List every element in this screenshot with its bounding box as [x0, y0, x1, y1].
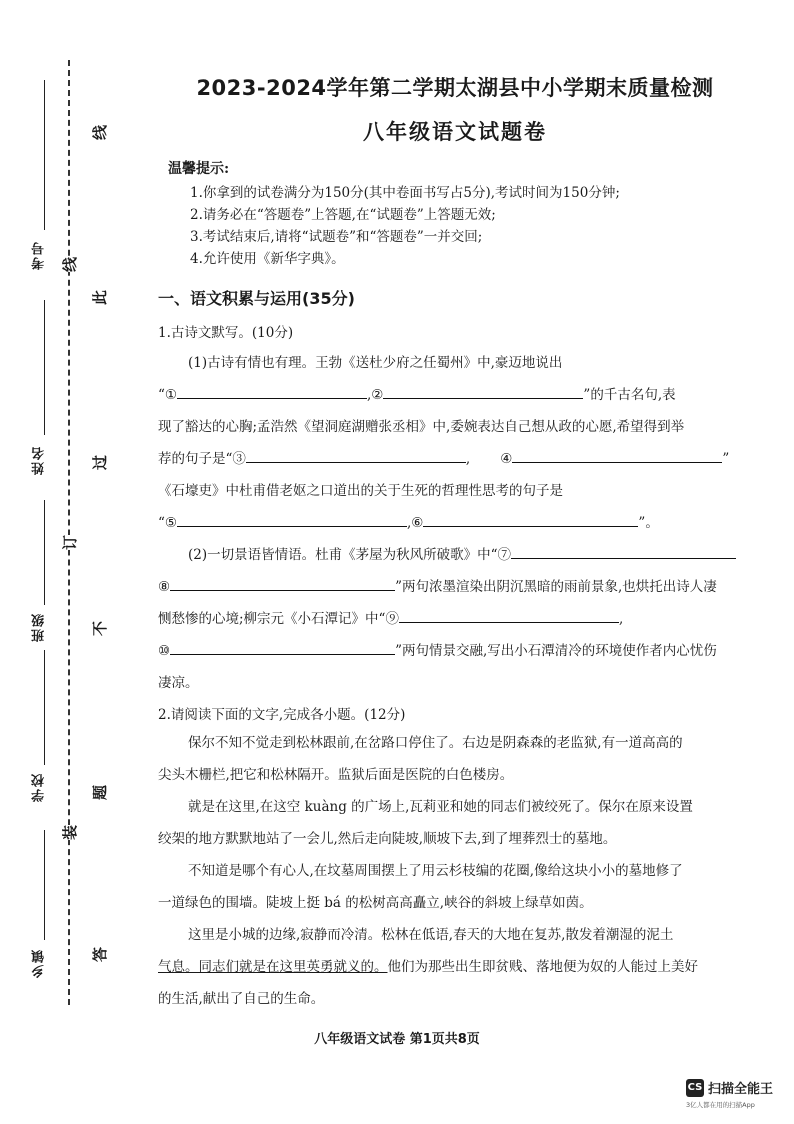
q1-line — [158, 539, 772, 571]
guide-char: 不 — [91, 620, 110, 637]
q1-line — [158, 603, 772, 635]
question-1-body — [158, 347, 772, 699]
q1-text: , — [465, 451, 471, 467]
passage-line: 保尔不知不觉走到松林跟前,在岔路口停住了。右边是阴森森的老监狱,有一道高高的 — [188, 735, 683, 751]
field-township-rule — [44, 830, 45, 940]
answer-blank-3[interactable] — [246, 446, 466, 463]
q1-text: “① — [158, 387, 178, 403]
brand-tagline: 3亿人都在用的扫描App — [686, 1101, 755, 1109]
field-class-rule — [44, 500, 45, 605]
q1-line — [158, 507, 772, 539]
section-heading: 一、语文积累与运用(35分) — [158, 289, 355, 308]
answer-blank-8[interactable] — [170, 574, 395, 591]
guide-char: 此 — [91, 289, 110, 306]
passage-line: 的生活,献出了自己的生命。 — [158, 991, 325, 1007]
exam-subtitle: 八年级语文试题卷 — [363, 120, 547, 144]
exam-title: 2023-2024学年第二学期太湖县中小学期末质量检测 — [196, 76, 714, 100]
q1-text: ④ — [500, 451, 513, 467]
q1-text: (2)一切景语皆情语。杜甫《茅屋为秋风所破歌》中“⑦ — [188, 547, 512, 563]
guide-char: 线 — [91, 124, 110, 141]
answer-blank-5[interactable] — [177, 510, 407, 527]
page-footer: 八年级语文试卷 第1页共8页 — [314, 1032, 480, 1047]
binding-mark-line: 线 — [61, 256, 80, 273]
question-2-title: 2.请阅读下面的文字,完成各小题。(12分) — [158, 707, 406, 723]
binding-mark-staple: 订 — [61, 534, 80, 551]
field-township: 乡镇 — [32, 948, 47, 978]
field-name: 姓名 — [32, 445, 47, 475]
binding-dashed-line — [68, 60, 70, 1005]
answer-blank-6[interactable] — [423, 510, 638, 527]
field-name-rule — [44, 300, 45, 435]
tip-item: 1.你拿到的试卷满分为150分(其中卷面书写占5分),考试时间为150分钟; — [190, 185, 620, 201]
q1-text: ”两句情景交融,写出小石潭清冷的环境使作者内心忧伤 — [395, 643, 717, 659]
tip-item: 4.允许使用《新华字典》。 — [190, 251, 345, 267]
q1-text: 荐的句子是“③ — [158, 451, 246, 467]
binding-mark-bind: 装 — [61, 824, 80, 841]
tip-item: 3.考试结束后,请将“试题卷”和“答题卷”一并交回; — [190, 229, 483, 245]
passage-line: 这里是小城的边缘,寂静而冷清。松林在低语,春天的大地在复苏,散发着潮湿的泥土 — [188, 927, 674, 943]
q1-text: ”。 — [638, 515, 659, 531]
question-1-title: 1.古诗文默写。(10分) — [158, 325, 294, 341]
q1-text: ⑧ — [158, 579, 171, 595]
q1-line — [158, 379, 772, 411]
q1-text: ,② — [367, 387, 384, 403]
q1-text: ⑩ — [158, 643, 171, 659]
passage-line — [158, 951, 772, 983]
tips-list — [190, 182, 772, 270]
passage-line: 一道绿色的围墙。陡坡上挺 bá 的松树高高矗立,峡谷的斜坡上绿草如茵。 — [158, 895, 593, 911]
tips-heading: 温馨提示: — [168, 161, 230, 177]
field-school-rule — [44, 650, 45, 765]
answer-blank-10[interactable] — [170, 638, 395, 655]
q1-line — [158, 635, 772, 667]
q1-text: 凄凉。 — [158, 675, 199, 691]
brand-name: 扫描全能王 — [708, 1082, 774, 1097]
reading-passage — [158, 727, 772, 1015]
q1-text: ”的千古名句,表 — [583, 387, 676, 403]
guide-char: 答 — [91, 946, 110, 963]
q1-line — [158, 571, 772, 603]
field-school: 学校 — [32, 772, 47, 802]
passage-line: 就是在这里,在这空 kuàng 的广场上,瓦莉亚和她的同志们被绞死了。保尔在原来设置 — [188, 799, 693, 815]
q1-text: ” — [722, 451, 730, 467]
passage-line: 绞架的地方默默地站了一会儿,然后走向陡坡,顺坡下去,到了埋葬烈士的墓地。 — [158, 831, 617, 847]
exam-content — [158, 72, 772, 1015]
answer-blank-7[interactable] — [511, 542, 736, 559]
q1-text: 恻愁惨的心境;柳宗元《小石潭记》中“⑨ — [158, 611, 399, 627]
passage-line: 尖头木栅栏,把它和松林隔开。监狱后面是医院的白色楼房。 — [158, 767, 514, 783]
q1-text: “⑤ — [158, 515, 178, 531]
passage-text: 他们为那些出生即贫贱、落地便为奴的人能过上美好 — [387, 959, 698, 975]
tip-item: 2.请务必在“答题卷”上答题,在“试题卷”上答题无效; — [190, 207, 496, 223]
field-class: 班级 — [32, 612, 47, 642]
field-exam-number-rule — [44, 80, 45, 230]
field-exam-number: 考号 — [32, 240, 47, 270]
q1-text: ”两句浓墨渲染出阴沉黑暗的雨前景象,也烘托出诗人凄 — [395, 579, 717, 595]
q1-line — [158, 443, 772, 475]
passage-line: 不知道是哪个有心人,在坟墓周围摆上了用云杉枝编的花圈,像给这块小小的墓地修了 — [188, 863, 683, 879]
answer-blank-1[interactable] — [177, 382, 367, 399]
camscanner-logo-icon: CS — [686, 1079, 704, 1097]
underlined-sentence: 气息。同志们就是在这里英勇就义的。 — [158, 959, 388, 975]
q1-text: ,⑥ — [407, 515, 424, 531]
q1-text: 《石壕吏》中杜甫借老妪之口道出的关于生死的哲理性思考的句子是 — [158, 483, 563, 499]
q1-part1-intro: (1)古诗有情也有理。王勃《送杜少府之任蜀州》中,豪迈地说出 — [188, 355, 563, 371]
answer-blank-4[interactable] — [512, 446, 722, 463]
binding-margin — [0, 0, 130, 1124]
answer-blank-2[interactable] — [383, 382, 583, 399]
answer-blank-9[interactable] — [399, 606, 619, 623]
scanner-watermark — [686, 1078, 790, 1109]
q1-text: 现了豁达的心胸;孟浩然《望洞庭湖赠张丞相》中,委婉表达自己想从政的心愿,希望得到举 — [158, 419, 685, 435]
guide-char: 过 — [91, 454, 110, 471]
guide-char: 题 — [91, 784, 110, 801]
q1-text: , — [618, 611, 624, 627]
